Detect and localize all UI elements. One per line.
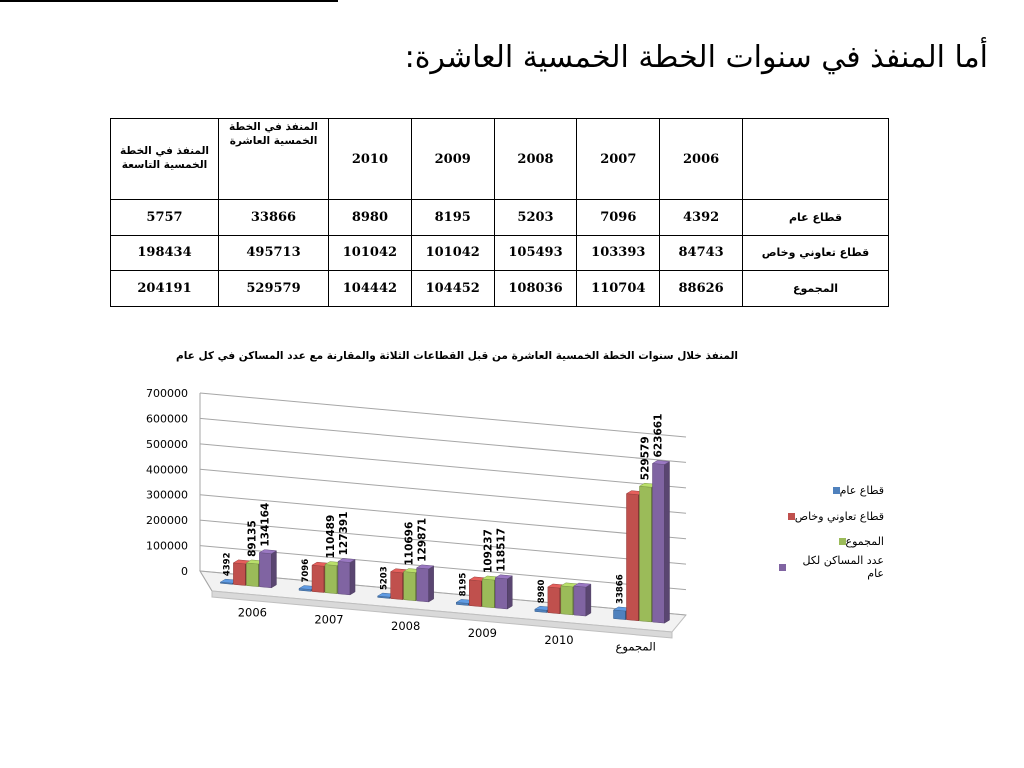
data-label: 7096 bbox=[301, 558, 312, 583]
table-cell: 198434 bbox=[111, 235, 219, 271]
table-header-2006: 2006 bbox=[660, 119, 743, 200]
data-label: 110696 bbox=[403, 521, 416, 566]
bar-front bbox=[391, 572, 403, 600]
bar-front bbox=[574, 586, 586, 616]
category-label: المجموع bbox=[615, 639, 656, 654]
table-cell: 88626 bbox=[660, 271, 743, 307]
legend-item bbox=[772, 504, 884, 530]
bar-front bbox=[246, 563, 258, 587]
data-table bbox=[110, 118, 889, 307]
chart-title: المنفذ خلال سنوات الخطة الخمسية العاشرة من قبل القطاعات الثلاثة والمقارنة مع عدد المساكن في كل عام bbox=[176, 350, 738, 362]
row-label: المجموع bbox=[743, 271, 889, 307]
legend-swatch bbox=[779, 564, 786, 571]
table-cell: 101042 bbox=[411, 235, 494, 271]
y-tick-label: 500000 bbox=[146, 437, 188, 451]
data-label: 118517 bbox=[495, 527, 508, 572]
data-label: 8980 bbox=[536, 579, 547, 604]
data-label: 89135 bbox=[246, 520, 259, 557]
table-header-2008: 2008 bbox=[494, 119, 577, 200]
bar-side bbox=[271, 551, 276, 588]
bar-front bbox=[469, 580, 481, 607]
bar bbox=[259, 550, 276, 588]
y-tick-label: 300000 bbox=[146, 488, 188, 502]
gridline bbox=[200, 495, 686, 539]
legend-swatch bbox=[833, 487, 840, 494]
table-cell: 529579 bbox=[219, 271, 329, 307]
bar-side bbox=[429, 566, 434, 602]
legend-label: قطاع تعاوني وخاص bbox=[794, 509, 884, 523]
data-label: 5203 bbox=[379, 566, 390, 591]
legend-swatch bbox=[788, 513, 795, 520]
table-row bbox=[111, 271, 889, 307]
table-cell: 84743 bbox=[660, 235, 743, 271]
chart-legend bbox=[772, 478, 884, 580]
bar-front bbox=[639, 486, 651, 622]
gridline bbox=[200, 418, 686, 462]
table-cell: 110704 bbox=[577, 271, 660, 307]
table-cell: 108036 bbox=[494, 271, 577, 307]
table-cell: 4392 bbox=[660, 200, 743, 236]
table-cell: 33866 bbox=[219, 200, 329, 236]
legend-item bbox=[772, 478, 884, 504]
category-label: 2007 bbox=[314, 612, 344, 627]
bar-front bbox=[325, 565, 337, 594]
table-cell: 105493 bbox=[494, 235, 577, 271]
table-corner-cell bbox=[743, 119, 889, 200]
table-cell: 495713 bbox=[219, 235, 329, 271]
bar bbox=[495, 575, 512, 609]
bar bbox=[417, 565, 434, 602]
category-label: 2006 bbox=[237, 605, 267, 620]
table-cell: 103393 bbox=[577, 235, 660, 271]
bar-front bbox=[404, 572, 416, 601]
bar-front bbox=[548, 587, 560, 614]
table-row bbox=[111, 200, 889, 236]
table-cell: 5203 bbox=[494, 200, 577, 236]
data-label: 134164 bbox=[259, 502, 272, 547]
bar bbox=[652, 460, 669, 623]
bar-front bbox=[338, 561, 350, 594]
table-header-row bbox=[111, 119, 889, 200]
gridline bbox=[200, 444, 686, 488]
legend-swatch bbox=[839, 538, 846, 545]
bar-front bbox=[312, 565, 324, 592]
table-cell: 101042 bbox=[329, 235, 412, 271]
data-label: 109237 bbox=[482, 529, 495, 573]
data-label: 623661 bbox=[652, 413, 665, 458]
table-header-tenth-plan: المنفذ في الخطة الخمسية العاشرة bbox=[219, 119, 329, 200]
data-label: 4392 bbox=[222, 552, 233, 577]
legend-item bbox=[772, 555, 884, 581]
data-label: 127391 bbox=[338, 511, 351, 556]
bar-front bbox=[259, 553, 271, 588]
bar-front bbox=[233, 563, 245, 586]
gridline bbox=[200, 469, 686, 513]
table-cell: 104452 bbox=[411, 271, 494, 307]
data-label: 8195 bbox=[458, 572, 469, 597]
y-tick-label: 400000 bbox=[146, 463, 188, 477]
table-cell: 204191 bbox=[111, 271, 219, 307]
data-label: 529579 bbox=[639, 436, 652, 481]
bar-front bbox=[561, 586, 573, 615]
page-heading: أما المنفذ في سنوات الخطة الخمسية العاشرة: bbox=[404, 40, 988, 75]
table-header-2010: 2010 bbox=[329, 119, 412, 200]
bar-front bbox=[652, 463, 664, 623]
bar-side bbox=[507, 576, 512, 609]
table-cell: 5757 bbox=[111, 200, 219, 236]
table-header-2009: 2009 bbox=[411, 119, 494, 200]
legend-label: قطاع عام bbox=[839, 484, 884, 498]
data-label: 129871 bbox=[416, 517, 429, 562]
bar-chart-3d bbox=[0, 380, 760, 680]
bar-side bbox=[664, 462, 669, 624]
row-label: قطاع عام bbox=[743, 200, 889, 236]
table-cell: 104442 bbox=[329, 271, 412, 307]
table-header-2007: 2007 bbox=[577, 119, 660, 200]
table-row bbox=[111, 235, 889, 271]
category-label: 2008 bbox=[391, 619, 421, 634]
row-label: قطاع تعاوني وخاص bbox=[743, 235, 889, 271]
table-cell: 7096 bbox=[577, 200, 660, 236]
bar bbox=[338, 558, 355, 594]
legend-label: عدد المساكن لكل عام bbox=[802, 554, 884, 581]
y-tick-label: 700000 bbox=[146, 387, 188, 400]
table-header-ninth-plan: المنفذ في الخطة الخمسية التاسعة bbox=[111, 119, 219, 200]
bar-side bbox=[350, 559, 355, 594]
bar-front bbox=[482, 579, 494, 608]
category-label: 2010 bbox=[544, 632, 574, 647]
legend-item bbox=[772, 529, 884, 555]
bar bbox=[574, 583, 591, 616]
bar-front bbox=[613, 610, 625, 620]
top-rule bbox=[0, 0, 338, 2]
table-cell: 8980 bbox=[329, 200, 412, 236]
bar-front bbox=[626, 494, 638, 621]
bar-front bbox=[417, 568, 429, 602]
y-tick-label: 100000 bbox=[146, 539, 188, 553]
bar-side bbox=[586, 584, 591, 616]
data-label: 33866 bbox=[615, 574, 626, 604]
bar-front bbox=[495, 578, 507, 609]
data-label: 110489 bbox=[325, 514, 338, 559]
table-cell: 8195 bbox=[411, 200, 494, 236]
category-label: 2009 bbox=[467, 625, 497, 640]
legend-label: المجموع bbox=[845, 535, 884, 549]
y-tick-label: 600000 bbox=[146, 412, 188, 426]
y-tick-label: 0 bbox=[181, 565, 188, 578]
y-tick-label: 200000 bbox=[146, 514, 188, 528]
gridline bbox=[200, 393, 686, 437]
